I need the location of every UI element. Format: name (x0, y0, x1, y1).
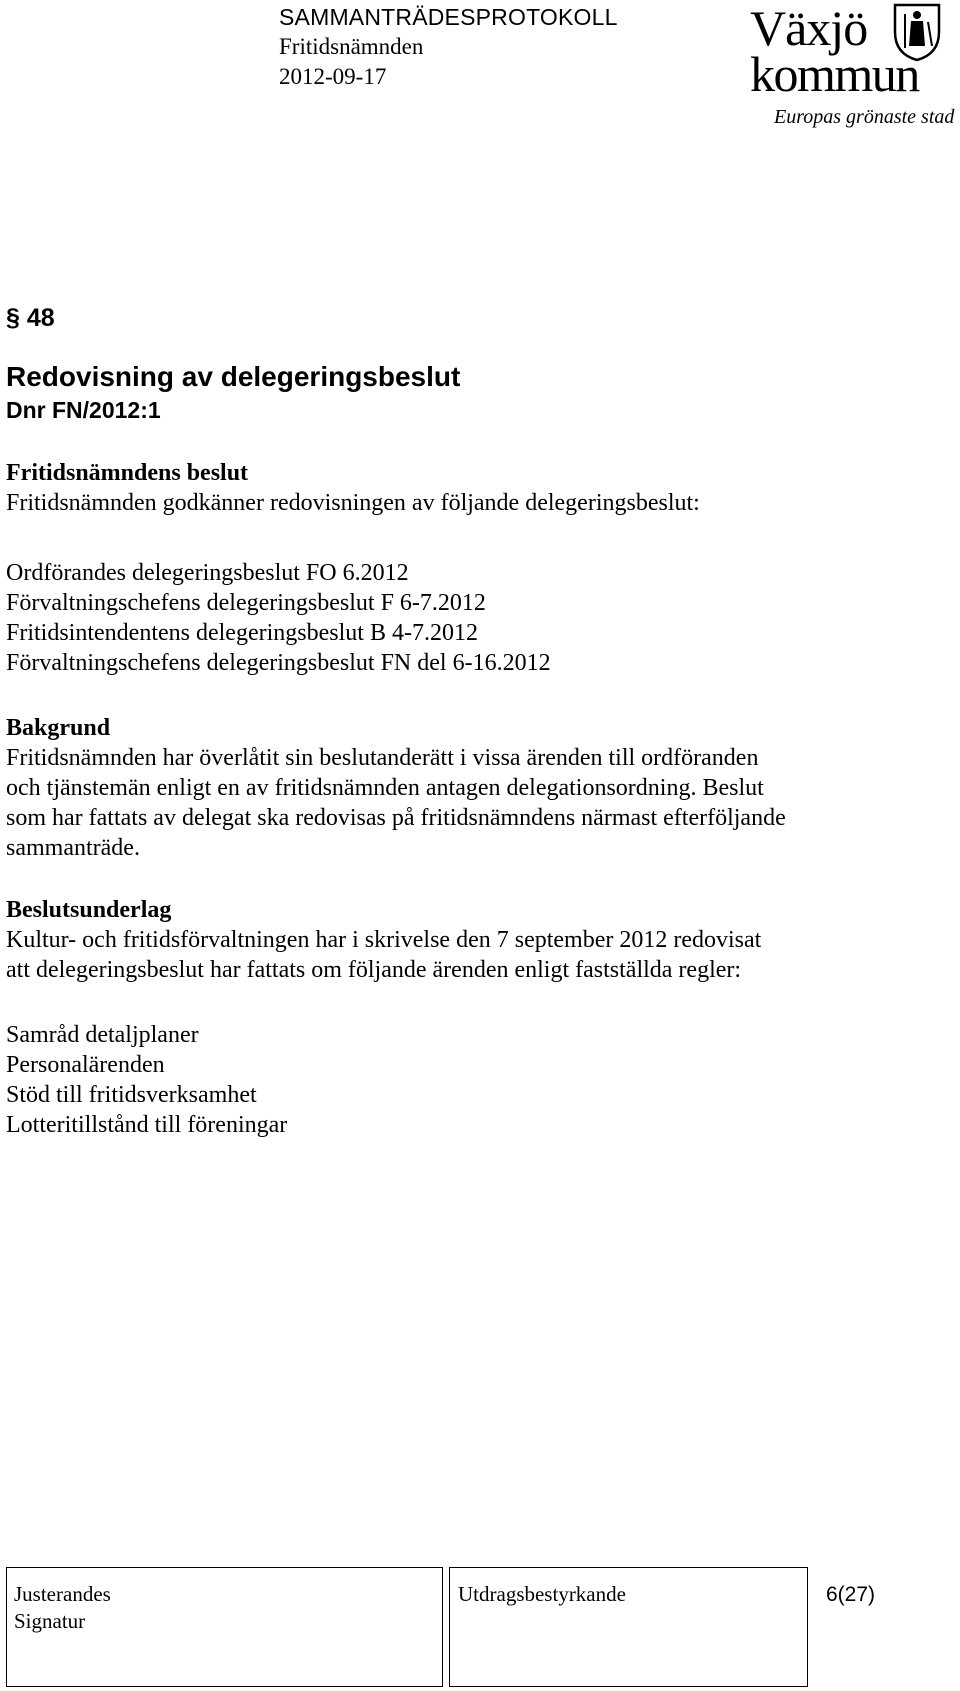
decision-heading: Fritidsnämndens beslut (6, 460, 249, 486)
section-number: § 48 (6, 304, 55, 332)
meeting-date: 2012-09-17 (279, 64, 387, 89)
basis-item: Stöd till fritidsverksamhet (6, 1082, 257, 1108)
background-line: Fritidsnämnden har överlåtit sin beslutanderätt i vissa ärenden till ordföranden (6, 745, 759, 771)
logo-text-line1: Växjö (750, 0, 868, 56)
page-number: 6(27) (826, 1583, 876, 1606)
basis-line: Kultur- och fritidsförvaltningen har i skrivelse den 7 september 2012 redovisat (6, 927, 762, 953)
justerandes-label: Justerandes (14, 1582, 111, 1606)
decision-text: Fritidsnämnden godkänner redovisningen av följande delegeringsbeslut: (6, 490, 700, 516)
logo-tagline: Europas grönaste stad (774, 106, 955, 128)
background-line: och tjänstemän enligt en av fritidsnämnden antagen delegationsordning. Beslut (6, 775, 764, 801)
basis-item: Personalärenden (6, 1052, 165, 1078)
committee-name: Fritidsnämnden (279, 34, 424, 59)
diary-number: Dnr FN/2012:1 (6, 397, 161, 423)
background-line: som har fattats av delegat ska redovisas på fritidsnämndens närmast efterföljande (6, 805, 786, 831)
coat-of-arms-icon (892, 2, 942, 62)
vaxjo-kommun-logo (740, 0, 960, 132)
logo-text-line2: kommun (750, 46, 919, 102)
utdrag-label: Utdragsbestyrkande (458, 1582, 626, 1606)
background-line: sammanträde. (6, 835, 140, 861)
basis-heading: Beslutsunderlag (6, 897, 172, 923)
basis-item: Lotteritillstånd till föreningar (6, 1112, 288, 1138)
decision-item: Förvaltningschefens delegeringsbeslut F 6-7.2012 (6, 590, 486, 616)
basis-line: att delegeringsbeslut har fattats om följande ärenden enligt fastställda regler: (6, 957, 742, 983)
document-type: SAMMANTRÄDESPROTOKOLL (279, 4, 618, 30)
section-title: Redovisning av delegeringsbeslut (6, 361, 461, 392)
background-heading: Bakgrund (6, 715, 111, 741)
signature-footer (0, 1567, 960, 1691)
decision-item: Ordförandes delegeringsbeslut FO 6.2012 (6, 560, 409, 586)
signatur-label: Signatur (14, 1609, 86, 1633)
basis-item: Samråd detaljplaner (6, 1022, 199, 1048)
decision-item: Förvaltningschefens delegeringsbeslut FN del 6-16.2012 (6, 650, 551, 676)
decision-item: Fritidsintendentens delegeringsbeslut B 4-7.2012 (6, 620, 478, 646)
